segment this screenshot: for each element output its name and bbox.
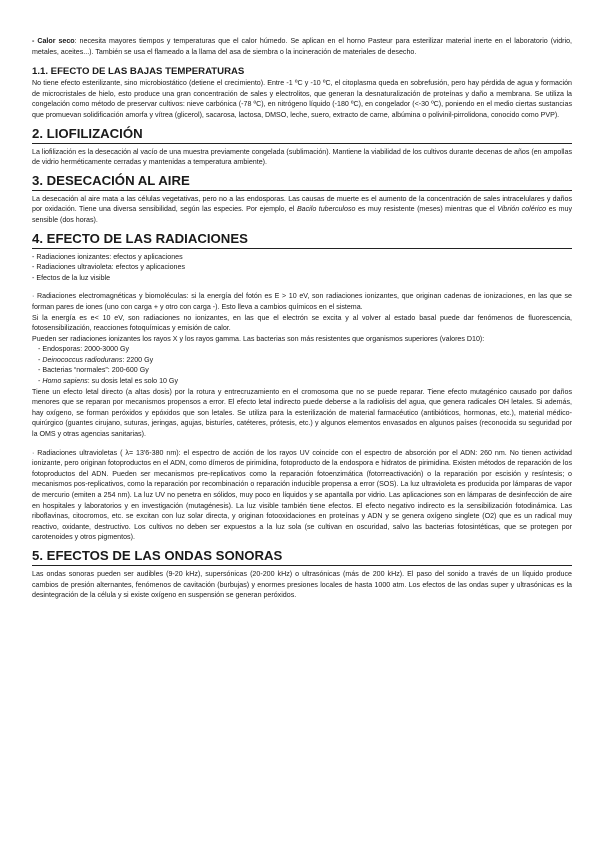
heading-ondas-sonoras: 5. EFECTOS DE LAS ONDAS SONORAS	[32, 548, 572, 566]
heading-liofilizacion: 2. LIOFILIZACIÓN	[32, 126, 572, 144]
liofilizacion-paragraph: La liofilización es la desecación al vacío de una muestra previamente congelada (sublimación). Mantiene la viabilidad de los cultivos durante decenas de años (en ampollas de vidrio herméticamente cerradas y mantenidas a temperatura ambiente).	[32, 147, 572, 167]
bajas-temperaturas-paragraph: No tiene efecto esterilizante, sino microbiostático (detiene el crecimiento). Entre -1 ºC y -10 ºC, el citoplasma queda en sobrefusión, pero hay pérdida de agua y formación de microcristales de hielo, esto produce una gran concentración de sales y electrolitos, que generan la desnaturalización de proteínas y daño a membrana. Se utiliza la congelación como método de preservar cultivos: nieve carbónica (-78 ºC), en nitrógeno líquido (-180 ºC), en congelador (<-30 ºC), poniendo en el medio ciertas sustancias que promuevan solidificación amorfa y vítrea (glicerol), sacarosa, lactosa, DMSO, leche, suero, extracto de carne, albúmina o polivinil-pirrolidona, conocido como PVP).	[32, 79, 572, 119]
d10-list-item: - Homo sapiens: su dosis letal es solo 10 Gy	[38, 377, 178, 386]
bacilo-tuberculoso: Bacilo tuberculoso	[296, 205, 356, 214]
d10-list-item: - Bacterias “normales”: 200-600 Gy	[38, 366, 149, 375]
heading-desecacion: 3. DESECACIÓN AL AIRE	[32, 173, 572, 191]
ionizantes-paragraph-3: Pueden ser radiaciones ionizantes los rayos X y los rayos gamma. Las bacterias son más resistentes que organismos superiores (valores D10):	[32, 334, 485, 343]
desecacion-paragraph	[32, 194, 572, 226]
d10-list-item: - Deinococcus radiodurans: 2200 Gy	[38, 355, 154, 364]
desecacion-text-3: es muy sensible (dos horas).	[32, 205, 573, 224]
ionizantes-paragraph-4: Tiene un efecto letal directo (a altas dosis) por la rotura y entrecruzamiento en el cromosoma que no se puede reparar. Tiene efecto mutagénico causado por daños menores que se reparan por mecanismos propensos a error. El efecto letal indirecto puede deberse a la radiolisis del agua, que genera radicales OH letales. Si además, hay oxígeno, se forman peróxidos y epóxidos que son letales. Se utiliza para la esterilización de material farmacéutico (antibióticos, hormonas, etc.), material médico-quirúrgico (guantes cirujano, suturas, jeringas, agujas, bisturíes, catéteres, prótesis, etc.) y algunos elementos envasados en algunos países (reconocida su seguridad por la OMS y otras agencias sanitarias).	[32, 387, 572, 439]
d10-list-item: - Endosporas: 2000-3000 Gy	[38, 345, 130, 354]
calor-seco-paragraph	[32, 36, 572, 57]
desecacion-text-2: es muy resistente (meses) mientras que el	[355, 205, 498, 214]
calor-seco-label: - Calor seco	[32, 37, 75, 45]
desecacion-text-1: La desecación al aire mata a las células vegetativas, pero no a las endosporas. Las causas de muerte es el aumento de la concentración de sales intracelulares y daños por oxidación. Tiene una diversa sensibilidad, según las especies. Por ejemplo, el	[32, 194, 572, 214]
calor-seco-text: : necesita mayores tiempos y temperaturas que el calor húmedo. Se aplican en el horno Pasteur para esterilizar material inerte en el laboratorio (vidrio, metales, aceites...). También se usa el flameado a la llama del asa de siembra o la incineración de materiales de desecho.	[32, 37, 572, 56]
ultravioleta-paragraph: · Radiaciones ultravioletas ( λ= 13'6-380 nm): el espectro de acción de los rayos UV coincide con el espectro de absorción por el ADN: 260 nm. No tienen actividad ionizante, pero originan fotoproductos en el ADN, como dímeros de pirimidina, fotoproducto de la endospora e hidratos de pirimidina. Existen métodos de reparación de los fotoproductos del ADN. Pueden ser mecanismos pre-replicativos como la reparación fotoenzimática (fotorreactivación) o la reparación por escisión y resíntesis; o mecanismos pos-replicativos, como la reparación por recombinación o reparación inducible propensa a error (SOS). La luz ultravioleta es producida por lámparas de vapor de mercurio (emiten a 254 nm). La luz UV no penetra en sólidos, muy poco en líquidos y se apantalla por vidrio. Las aplicaciones son en lámparas de desinfección de aire en hospitales y laboratorios y en investigación (mutagénesis). La luz visible también tiene efectos. El efecto negativo indirecto es la sensibilización fotodinámica. Las riboflavinas, citocromos, etc. se excitan con luz solar directa, y originan fotooxidaciones en proteínas y ADN y se genera oxígeno singlete (O2) que es un radical muy reactivo, oxidante, destructivo. Los cultivos no deben ser expuestos a la luz sola (se cultivan en oscuridad, salvo las bacterias fotosintéticas, que se protegen por carotenoides y otros pigmentos).	[32, 448, 572, 542]
radiaciones-list-item: - Radiaciones ultravioleta: efectos y aplicaciones	[32, 263, 185, 272]
radiaciones-list-item: - Efectos de la luz visible	[32, 273, 111, 282]
heading-bajas-temperaturas: 1.1. EFECTO DE LAS BAJAS TEMPERATURAS	[32, 66, 245, 78]
ondas-sonoras-paragraph: Las ondas sonoras pueden ser audibles (9-20 kHz), supersónicas (20-200 kHz) o ultrasónicas (más de 200 kHz). El paso del sonido a través de un líquido produce cambios de presión alternantes, fenómenos de cavitación (burbujas) y enormes presiones locales de hasta 1000 atm. Los efectos de las ondas super y ultrasónicas es la desintegración de la célula y si existe oxígeno en suspensión se generan peróxidos.	[32, 569, 572, 600]
radiaciones-list-item: - Radiaciones ionizantes: efectos y aplicaciones	[32, 252, 183, 261]
ionizantes-paragraph-2: Si la energía es e< 10 eV, son radiaciones no ionizantes, en las que el electrón se excita y al volver al estado basal puede dar fenómenos de fluorescencia, fotosensibilización, reacciones fotoquímicas y emisión de calor.	[32, 313, 572, 333]
ionizantes-paragraph-1: · Radiaciones electromagnéticas y biomoléculas: si la energía del fotón es E > 10 eV, son radiaciones ionizantes, que originan cadenas de ionizaciones, en las que se forman pares de iones (uno con carga + y otro con carga -). Esto lleva a cambios químicos en el sistema.	[32, 292, 572, 311]
document-page	[32, 36, 572, 601]
vibrion-colerico: Vibrión colérico	[497, 205, 547, 214]
heading-radiaciones: 4. EFECTO DE LAS RADIACIONES	[32, 231, 572, 249]
